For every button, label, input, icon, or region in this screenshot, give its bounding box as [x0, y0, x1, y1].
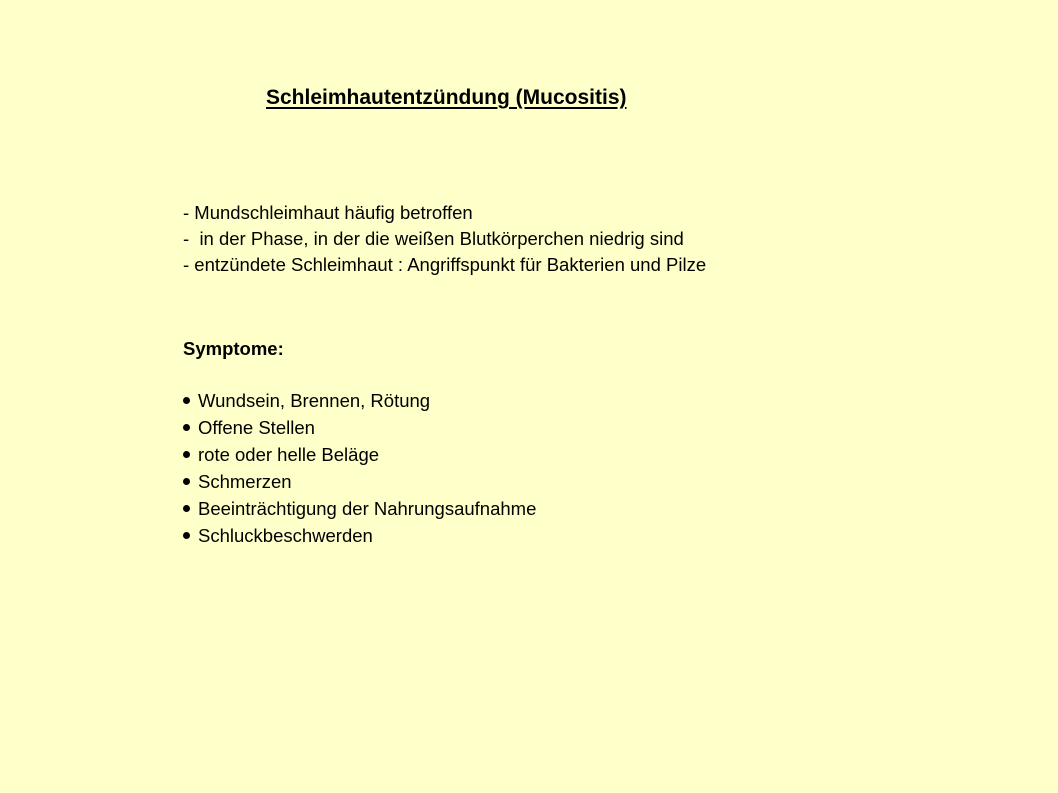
- bullet-icon: [183, 397, 190, 404]
- symptom-label: Wundsein, Brennen, Rötung: [198, 390, 431, 411]
- intro-line: - in der Phase, in der die weißen Blutkörperchen niedrig sind: [183, 228, 684, 249]
- bullet-icon: [183, 424, 190, 431]
- symptom-label: rote oder helle Beläge: [198, 444, 380, 465]
- bullet-icon: [183, 532, 190, 539]
- symptoms-list: [183, 387, 536, 549]
- symptom-label: Offene Stellen: [198, 417, 315, 438]
- list-item: [183, 387, 536, 414]
- symptoms-heading: Symptome:: [183, 338, 284, 359]
- list-item: [183, 495, 536, 522]
- bullet-icon: [183, 505, 190, 512]
- list-item: [183, 414, 536, 441]
- list-item: [183, 522, 536, 549]
- symptom-label: Beeinträchtigung der Nahrungsaufnahme: [198, 498, 537, 519]
- slide-title: Schleimhautentzündung (Mucositis): [266, 86, 627, 109]
- intro-line: - Mundschleimhaut häufig betroffen: [183, 202, 473, 223]
- intro-list: [183, 200, 706, 278]
- bullet-icon: [183, 478, 190, 485]
- list-item: [183, 441, 536, 468]
- symptom-label: Schluckbeschwerden: [198, 525, 373, 546]
- intro-line: - entzündete Schleimhaut : Angriffspunkt für Bakterien und Pilze: [183, 254, 707, 275]
- symptom-label: Schmerzen: [198, 471, 292, 492]
- bullet-icon: [183, 451, 190, 458]
- list-item: [183, 468, 536, 495]
